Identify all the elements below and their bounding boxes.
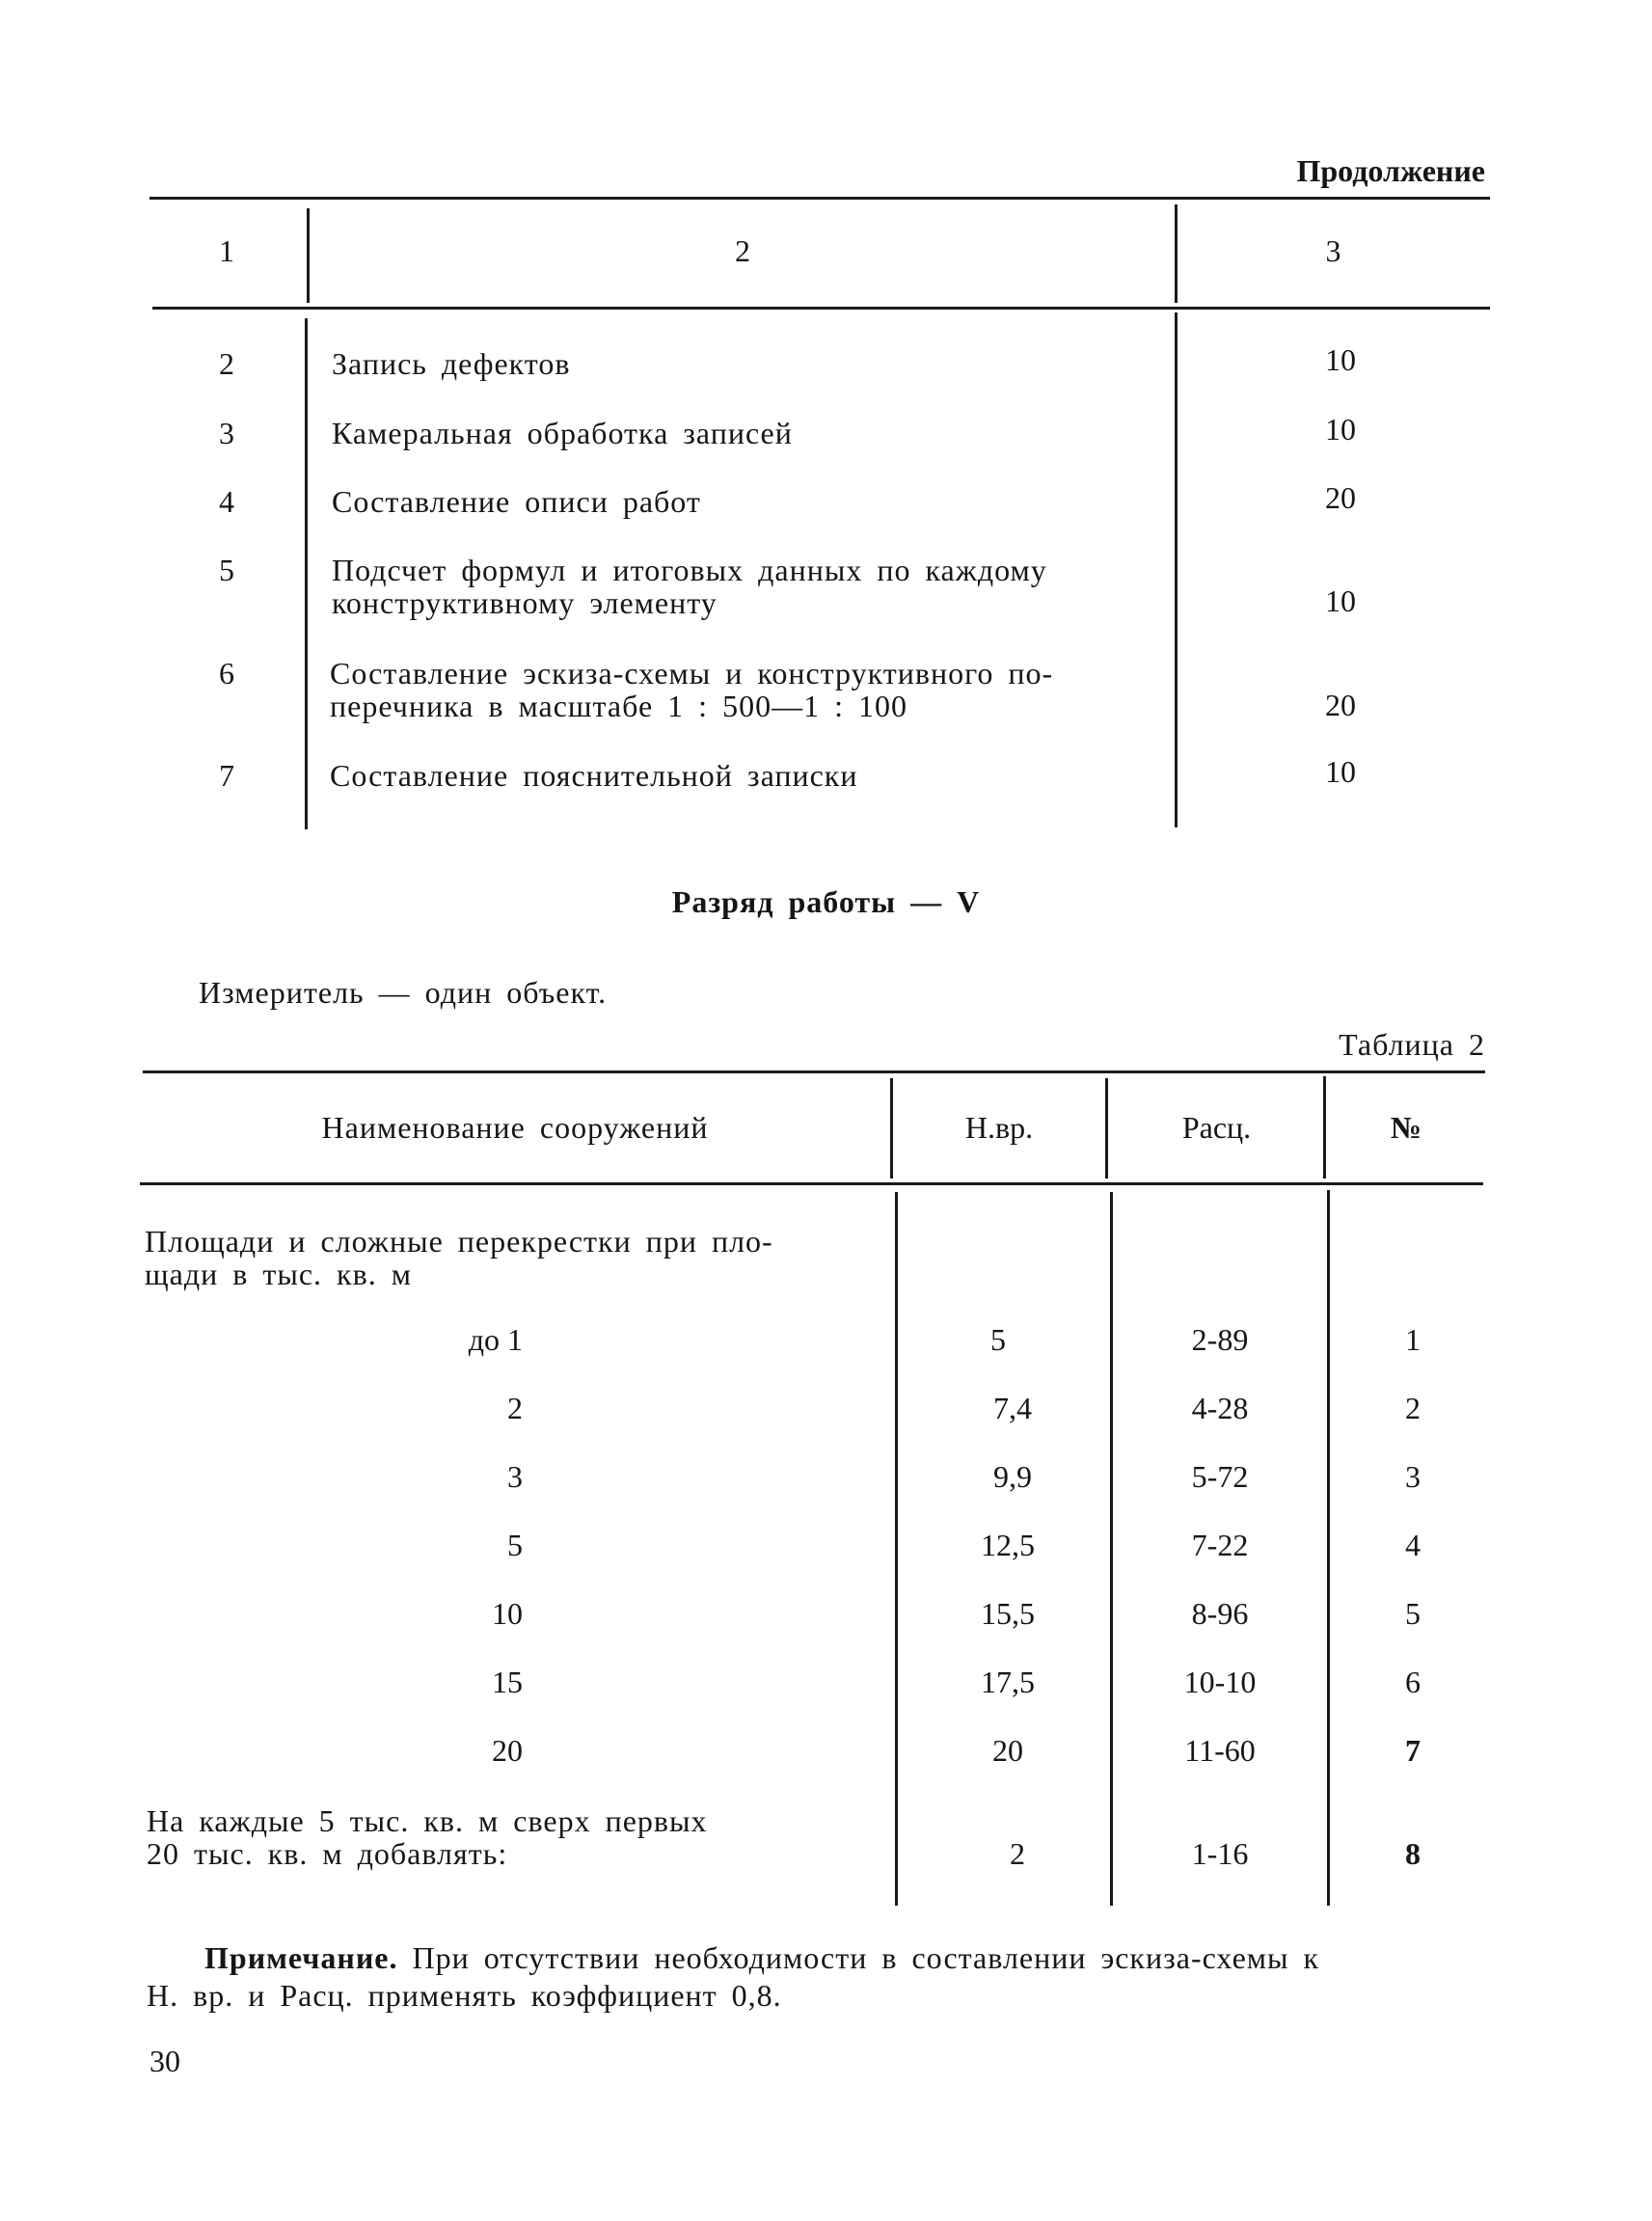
table-2-row-nvr: 7,4: [993, 1391, 1032, 1425]
table-2-divider: [1105, 1078, 1108, 1178]
table-1-row-value: 10: [1325, 583, 1356, 618]
table-2-row-name: 10: [492, 1596, 523, 1631]
table-2-row-name: 15: [492, 1665, 523, 1699]
table-1-row-number: 7: [219, 758, 234, 793]
table-1-row-value: 10: [1325, 754, 1356, 789]
table-2-row-number: 8: [1405, 1836, 1421, 1871]
table-1-row-text: Составление описи работ: [332, 484, 701, 519]
table-2-row-rasc: 7-22: [1191, 1528, 1249, 1562]
table-1-row-value: 20: [1325, 480, 1356, 515]
note-text: При отсутствии необходимости в составлении эскиза-схемы к: [412, 1940, 1320, 1975]
table-1-row-number: 5: [219, 553, 234, 587]
table-1-row-text: Подсчет формул и итоговых данных по каждому: [332, 553, 1047, 587]
table-2-group-title: Площади и сложные перекрестки при пло-: [145, 1224, 773, 1259]
table-1-header-rule: [152, 307, 1490, 310]
table-2-row-number: 6: [1405, 1665, 1421, 1699]
table-2-row-nvr: 15,5: [981, 1596, 1035, 1631]
table-2-top-rule: [143, 1070, 1485, 1073]
table-2-divider: [895, 1192, 898, 1906]
table-2-row-nvr: 20: [992, 1733, 1023, 1768]
table-2-row-rasc: 4-28: [1191, 1391, 1249, 1425]
table-1-row-value: 10: [1325, 412, 1356, 447]
note-line-1: [204, 1939, 1319, 1976]
table-1-row-number: 2: [219, 346, 234, 381]
table-2-label: Таблица 2: [1339, 1027, 1485, 1062]
table-1-row-text: Камеральная обработка записей: [332, 416, 793, 450]
table-2-row-name: до 1: [468, 1322, 523, 1357]
table-1-row-text: Составление эскиза-схемы и конструктивного по-: [330, 656, 1054, 691]
table-2-row-rasc: 1-16: [1191, 1836, 1249, 1871]
table-2-divider: [1323, 1076, 1326, 1178]
table-2-col-header: Н.вр.: [964, 1110, 1034, 1145]
continuation-label: Продолжение: [1296, 153, 1485, 188]
table-2-row-nvr: 5: [990, 1322, 1006, 1357]
table-2-row-nvr: 9,9: [993, 1459, 1032, 1494]
table-2-col-header: Наименование сооружений: [321, 1110, 709, 1145]
table-2-row-nvr: 17,5: [981, 1665, 1035, 1699]
table-2-row-rasc: 5-72: [1191, 1459, 1249, 1494]
table-1-col-header: 3: [1325, 233, 1341, 268]
table-1-divider: [1175, 312, 1178, 827]
table-1-row-number: 6: [219, 656, 234, 691]
table-2-row-name: 3: [507, 1459, 523, 1494]
table-2-header-rule: [140, 1182, 1483, 1185]
table-2-row-rasc: 8-96: [1191, 1596, 1249, 1631]
table-2-row-number: 3: [1405, 1459, 1421, 1494]
table-2-divider: [890, 1078, 893, 1178]
table-2-last-row-text: На каждые 5 тыс. кв. м сверх первых: [147, 1803, 708, 1838]
table-2-row-rasc: 2-89: [1191, 1322, 1249, 1357]
measure-text: Измеритель — один объект.: [199, 975, 608, 1010]
table-2-col-header: №: [1390, 1110, 1422, 1145]
table-1-top-rule: [149, 197, 1490, 200]
table-2-row-number: 4: [1405, 1528, 1421, 1562]
table-1-row-text: конструктивному элементу: [332, 585, 718, 620]
table-1-divider: [307, 208, 310, 303]
table-2-divider: [1110, 1192, 1113, 1906]
table-2-row-number: 5: [1405, 1596, 1421, 1631]
table-1-row-text: Запись дефектов: [332, 346, 571, 381]
table-2-row-name: 2: [507, 1391, 523, 1425]
table-2-row-number: 2: [1405, 1391, 1421, 1425]
table-2-row-rasc: 10-10: [1183, 1665, 1257, 1699]
grade-heading: Разряд работы — V: [671, 884, 981, 919]
table-1-row-value: 10: [1325, 342, 1356, 377]
table-2-col-header: Расц.: [1181, 1110, 1252, 1145]
table-2-row-nvr: 2: [1010, 1836, 1025, 1871]
table-1-divider: [305, 318, 308, 829]
table-2-group-title: щади в тыс. кв. м: [145, 1257, 412, 1291]
table-2-last-row-text: 20 тыс. кв. м добавлять:: [147, 1836, 508, 1871]
table-1-row-number: 4: [219, 484, 234, 519]
table-2-row-number: 7: [1405, 1733, 1421, 1768]
note-line-2: Н. вр. и Расц. применять коэффициент 0,8.: [147, 1978, 782, 2013]
table-2-row-name: 20: [492, 1733, 523, 1768]
table-1-row-text: перечника в масштабе 1 : 500—1 : 100: [330, 689, 907, 723]
table-2-row-name: 5: [507, 1528, 523, 1562]
table-1-row-number: 3: [219, 416, 234, 450]
table-1-divider: [1175, 204, 1178, 303]
table-2-row-number: 1: [1405, 1322, 1421, 1357]
table-2-divider: [1327, 1190, 1330, 1906]
note-label: Примечание.: [204, 1940, 398, 1975]
table-1-col-header: 2: [735, 233, 750, 268]
page-number: 30: [149, 2044, 180, 2078]
table-1-row-value: 20: [1325, 688, 1356, 722]
table-2-row-rasc: 11-60: [1184, 1733, 1256, 1768]
table-1-row-text: Составление пояснительной записки: [330, 758, 858, 793]
table-2-row-nvr: 12,5: [981, 1528, 1035, 1562]
table-1-col-header: 1: [219, 233, 234, 268]
